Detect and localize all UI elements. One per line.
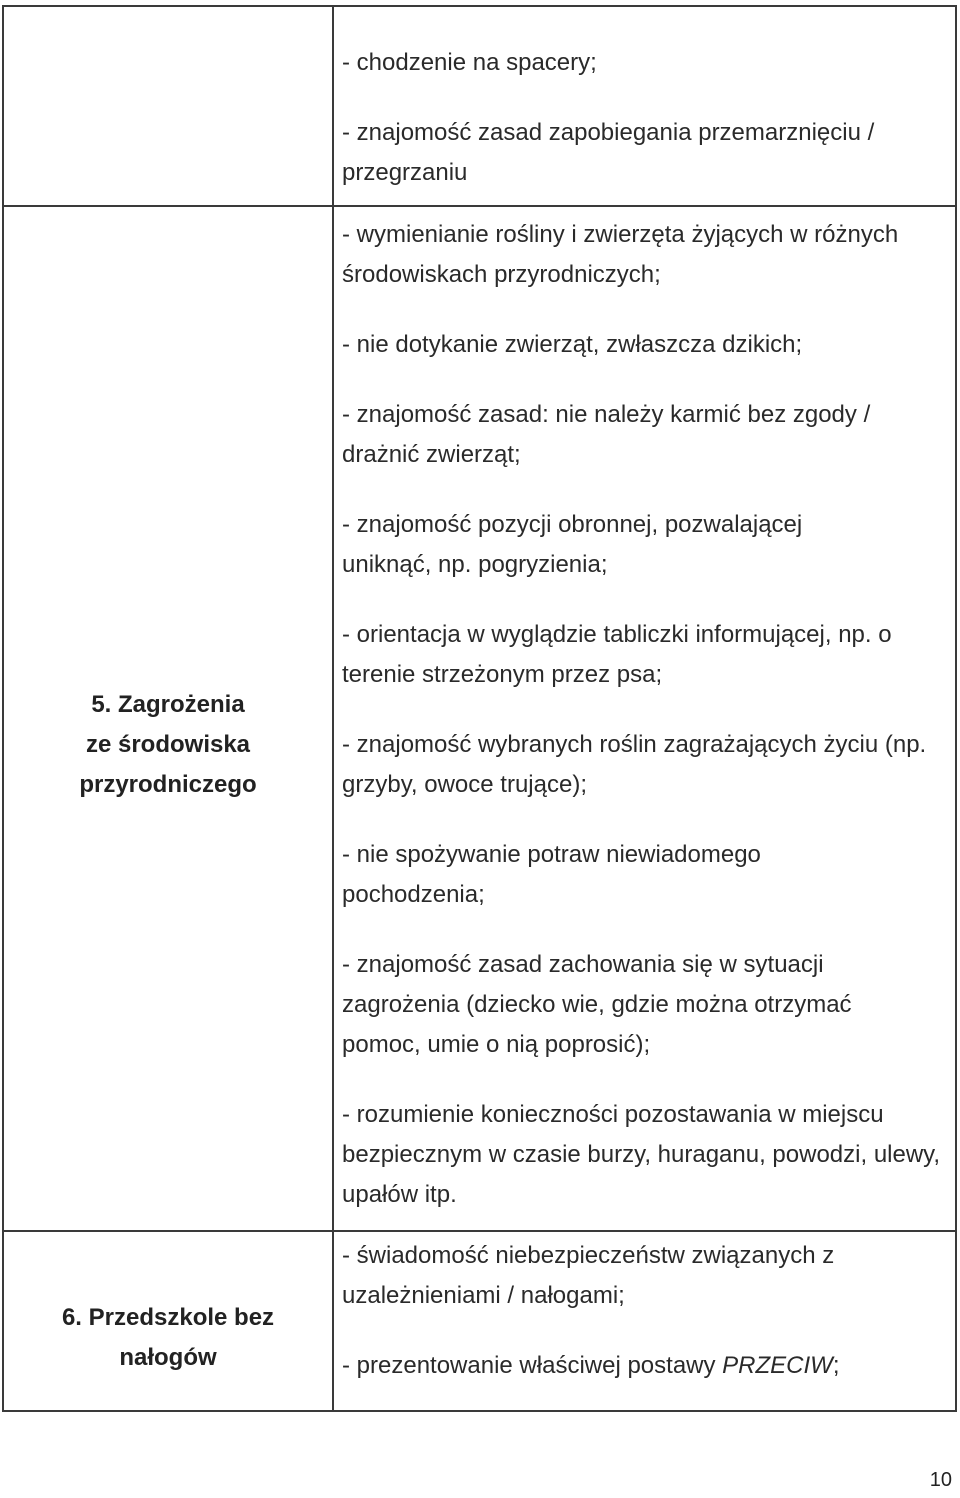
section-6-items-cell (333, 1231, 956, 1411)
list-item: - znajomość zasad zapobiegania przemarznięciu / przegrzaniu (342, 119, 875, 186)
list-item: - znajomość zasad zachowania się w sytuacji zagrożenia (dziecko wie, gdzie można otrzymać pomoc, umie o nią poprosić); (342, 951, 852, 1058)
list-item: - rozumienie konieczności pozostawania w miejscu bezpiecznym w czasie burzy, huraganu, powodzi, ulewy, upałów itp. (342, 1101, 941, 1208)
list-item: - nie dotykanie zwierząt, zwłaszcza dzikich; (342, 331, 803, 358)
list-item: - świadomość niebezpieczeństw związanych z uzależnieniami / nałogami; (342, 1242, 835, 1309)
list-item: - chodzenie na spacery; (342, 49, 597, 76)
table-row (3, 6, 956, 206)
list-item: - znajomość pozycji obronnej, pozwalającej uniknąć, np. pogryzienia; (342, 511, 803, 578)
list-item: - wymienianie rośliny i zwierzęta żyjących w różnych środowiskach przyrodniczych; (342, 221, 899, 288)
section-5-items-cell (333, 206, 956, 1231)
emphasis-text: PRZECIW (722, 1352, 833, 1379)
empty-topic-cell (3, 6, 333, 206)
table-row (3, 1231, 956, 1411)
section-5-title: 5. Zagrożenia ze środowiska przyrodniczego (79, 691, 257, 798)
section-5-title-cell (3, 206, 333, 1231)
table-row (3, 206, 956, 1231)
section-6-title: 6. Przedszkole bez nałogów (61, 1304, 275, 1371)
list-item: - orientacja w wyglądzie tabliczki informującej, np. o terenie strzeżonym przez psa; (342, 621, 892, 688)
topic-items-cell (333, 6, 956, 206)
list-item: - prezentowanie właściwej postawy PRZECIW; (342, 1352, 840, 1379)
list-item: - nie spożywanie potraw niewiadomego pochodzenia; (342, 841, 761, 908)
section-6-title-cell (3, 1231, 333, 1411)
page-number: 10 (929, 1469, 952, 1491)
content-table (2, 5, 957, 1412)
list-item: - znajomość wybranych roślin zagrażających życiu (np. grzyby, owoce trujące); (342, 731, 927, 798)
list-item: - znajomość zasad: nie należy karmić bez zgody / drażnić zwierząt; (342, 401, 871, 468)
